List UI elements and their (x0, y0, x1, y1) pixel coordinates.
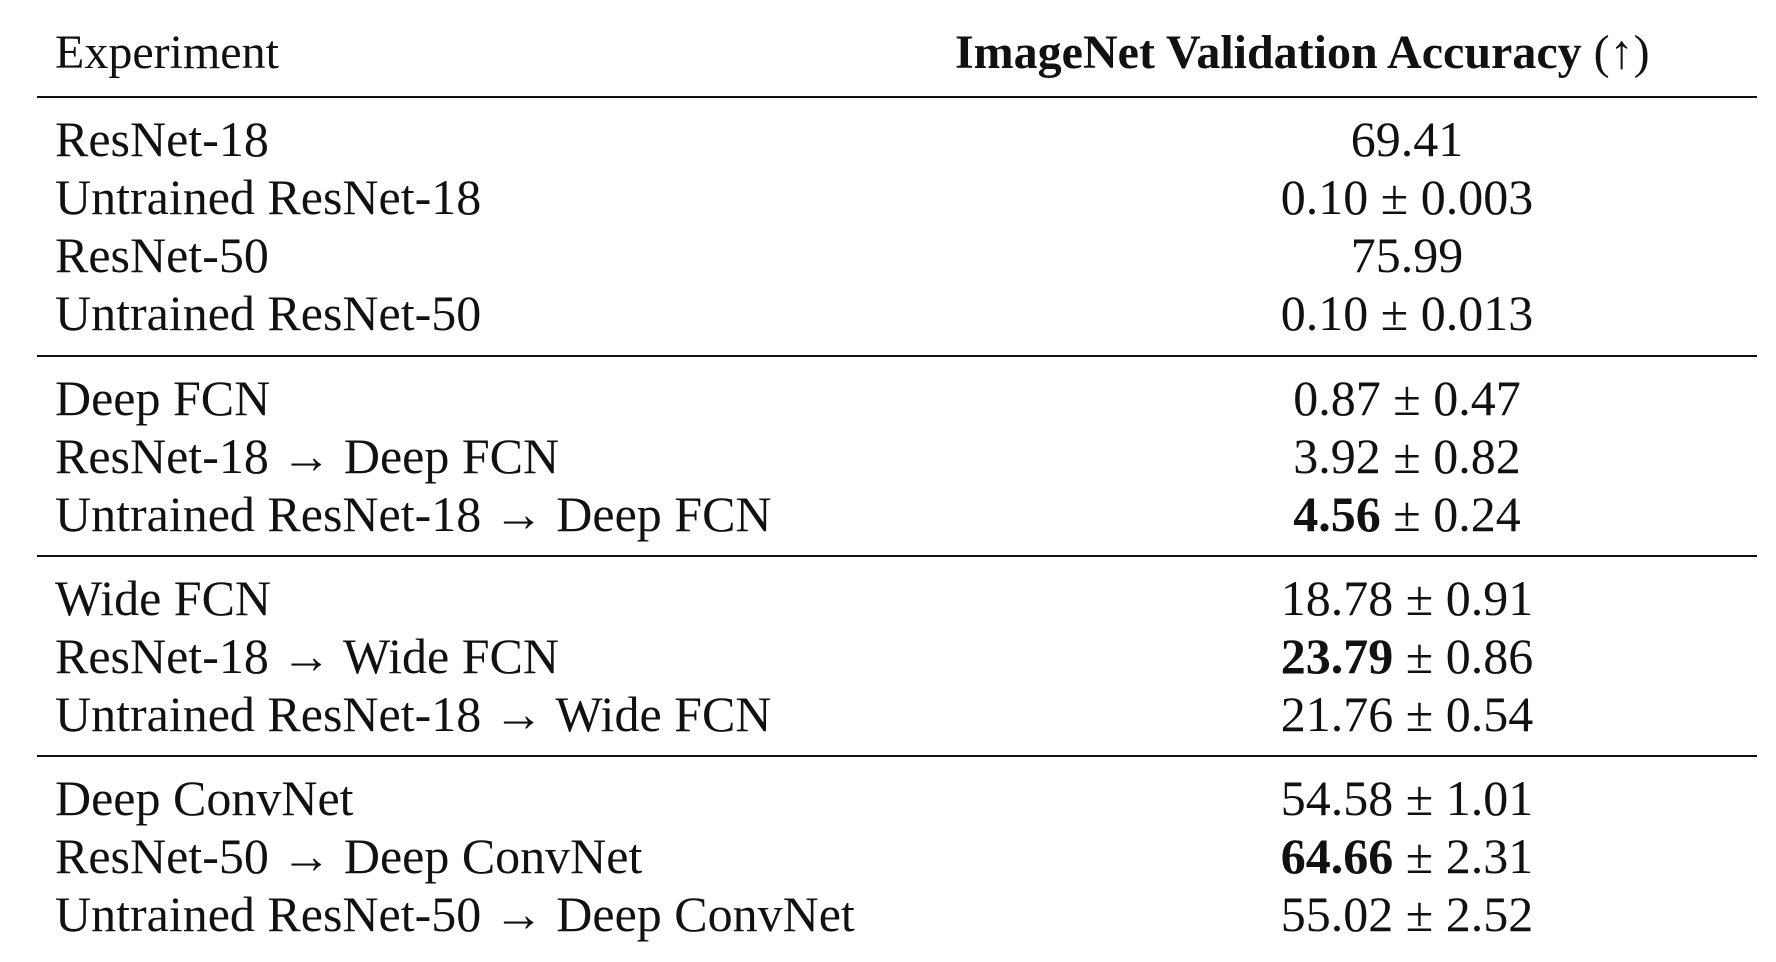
header-accuracy-arrow: (↑) (1593, 26, 1650, 79)
accuracy-cell (955, 769, 1776, 827)
accuracy-value: 0.10 ± 0.013 (1280, 285, 1534, 341)
header-experiment: Experiment (55, 26, 279, 79)
experiment-cell: Untrained ResNet-50 (55, 285, 482, 341)
accuracy-cell (955, 110, 1776, 168)
accuracy-value: 0.10 ± 0.003 (1280, 169, 1534, 225)
table-row (55, 427, 1755, 485)
experiment-cell: ResNet-18 → Deep FCN (55, 428, 560, 484)
table-row (55, 769, 1755, 827)
accuracy-bold: 23.79 (1280, 628, 1394, 684)
header-accuracy (955, 24, 1650, 82)
experiment-cell: Untrained ResNet-18 → Wide FCN (55, 686, 772, 742)
experiment-cell: Untrained ResNet-18 (55, 169, 482, 225)
table-row (55, 226, 1755, 284)
accuracy-value: 69.41 (1350, 111, 1464, 167)
accuracy-value: ± 2.31 (1393, 828, 1534, 884)
accuracy-value: 55.02 ± 2.52 (1280, 886, 1534, 942)
accuracy-cell (955, 885, 1776, 943)
accuracy-cell (955, 284, 1776, 342)
accuracy-cell (955, 427, 1776, 485)
accuracy-value: 18.78 ± 0.91 (1280, 570, 1534, 626)
experiment-cell: ResNet-50 (55, 227, 269, 283)
accuracy-value: 3.92 ± 0.82 (1293, 428, 1521, 484)
accuracy-cell (955, 369, 1776, 427)
group-rule (37, 555, 1757, 557)
experiment-cell: ResNet-50 → Deep ConvNet (55, 828, 643, 884)
experiment-cell: Wide FCN (55, 570, 272, 626)
accuracy-bold: 4.56 (1293, 486, 1381, 542)
accuracy-cell (955, 485, 1776, 543)
group-rule (37, 755, 1757, 757)
accuracy-cell (955, 569, 1776, 627)
experiment-cell: Untrained ResNet-18 → Deep FCN (55, 486, 772, 542)
accuracy-value: ± 0.86 (1393, 628, 1534, 684)
table-row (55, 110, 1755, 168)
table-row (55, 569, 1755, 627)
experiment-cell: ResNet-18 → Wide FCN (55, 628, 559, 684)
accuracy-cell (955, 226, 1776, 284)
accuracy-bold: 64.66 (1280, 828, 1394, 884)
group-rule (37, 355, 1757, 357)
accuracy-cell (955, 827, 1776, 885)
accuracy-value: 75.99 (1350, 227, 1464, 283)
accuracy-cell (955, 168, 1776, 226)
accuracy-cell (955, 685, 1776, 743)
experiment-cell: ResNet-18 (55, 111, 269, 167)
table-row (55, 885, 1755, 943)
accuracy-value: ± 0.24 (1380, 486, 1521, 542)
experiment-cell: Untrained ResNet-50 → Deep ConvNet (55, 886, 855, 942)
header-rule (37, 96, 1757, 98)
table-row (55, 168, 1755, 226)
header-accuracy-label: ImageNet Validation Accuracy (955, 26, 1582, 79)
accuracy-value: 0.87 ± 0.47 (1293, 370, 1521, 426)
experiment-cell: Deep FCN (55, 370, 271, 426)
table-row (55, 685, 1755, 743)
accuracy-value: 54.58 ± 1.01 (1280, 770, 1534, 826)
experiment-cell: Deep ConvNet (55, 770, 354, 826)
table-row (55, 369, 1755, 427)
table-row (55, 827, 1755, 885)
table-row (55, 627, 1755, 685)
accuracy-cell (955, 627, 1776, 685)
table-row (55, 284, 1755, 342)
accuracy-value: 21.76 ± 0.54 (1280, 686, 1534, 742)
table-row (55, 485, 1755, 543)
